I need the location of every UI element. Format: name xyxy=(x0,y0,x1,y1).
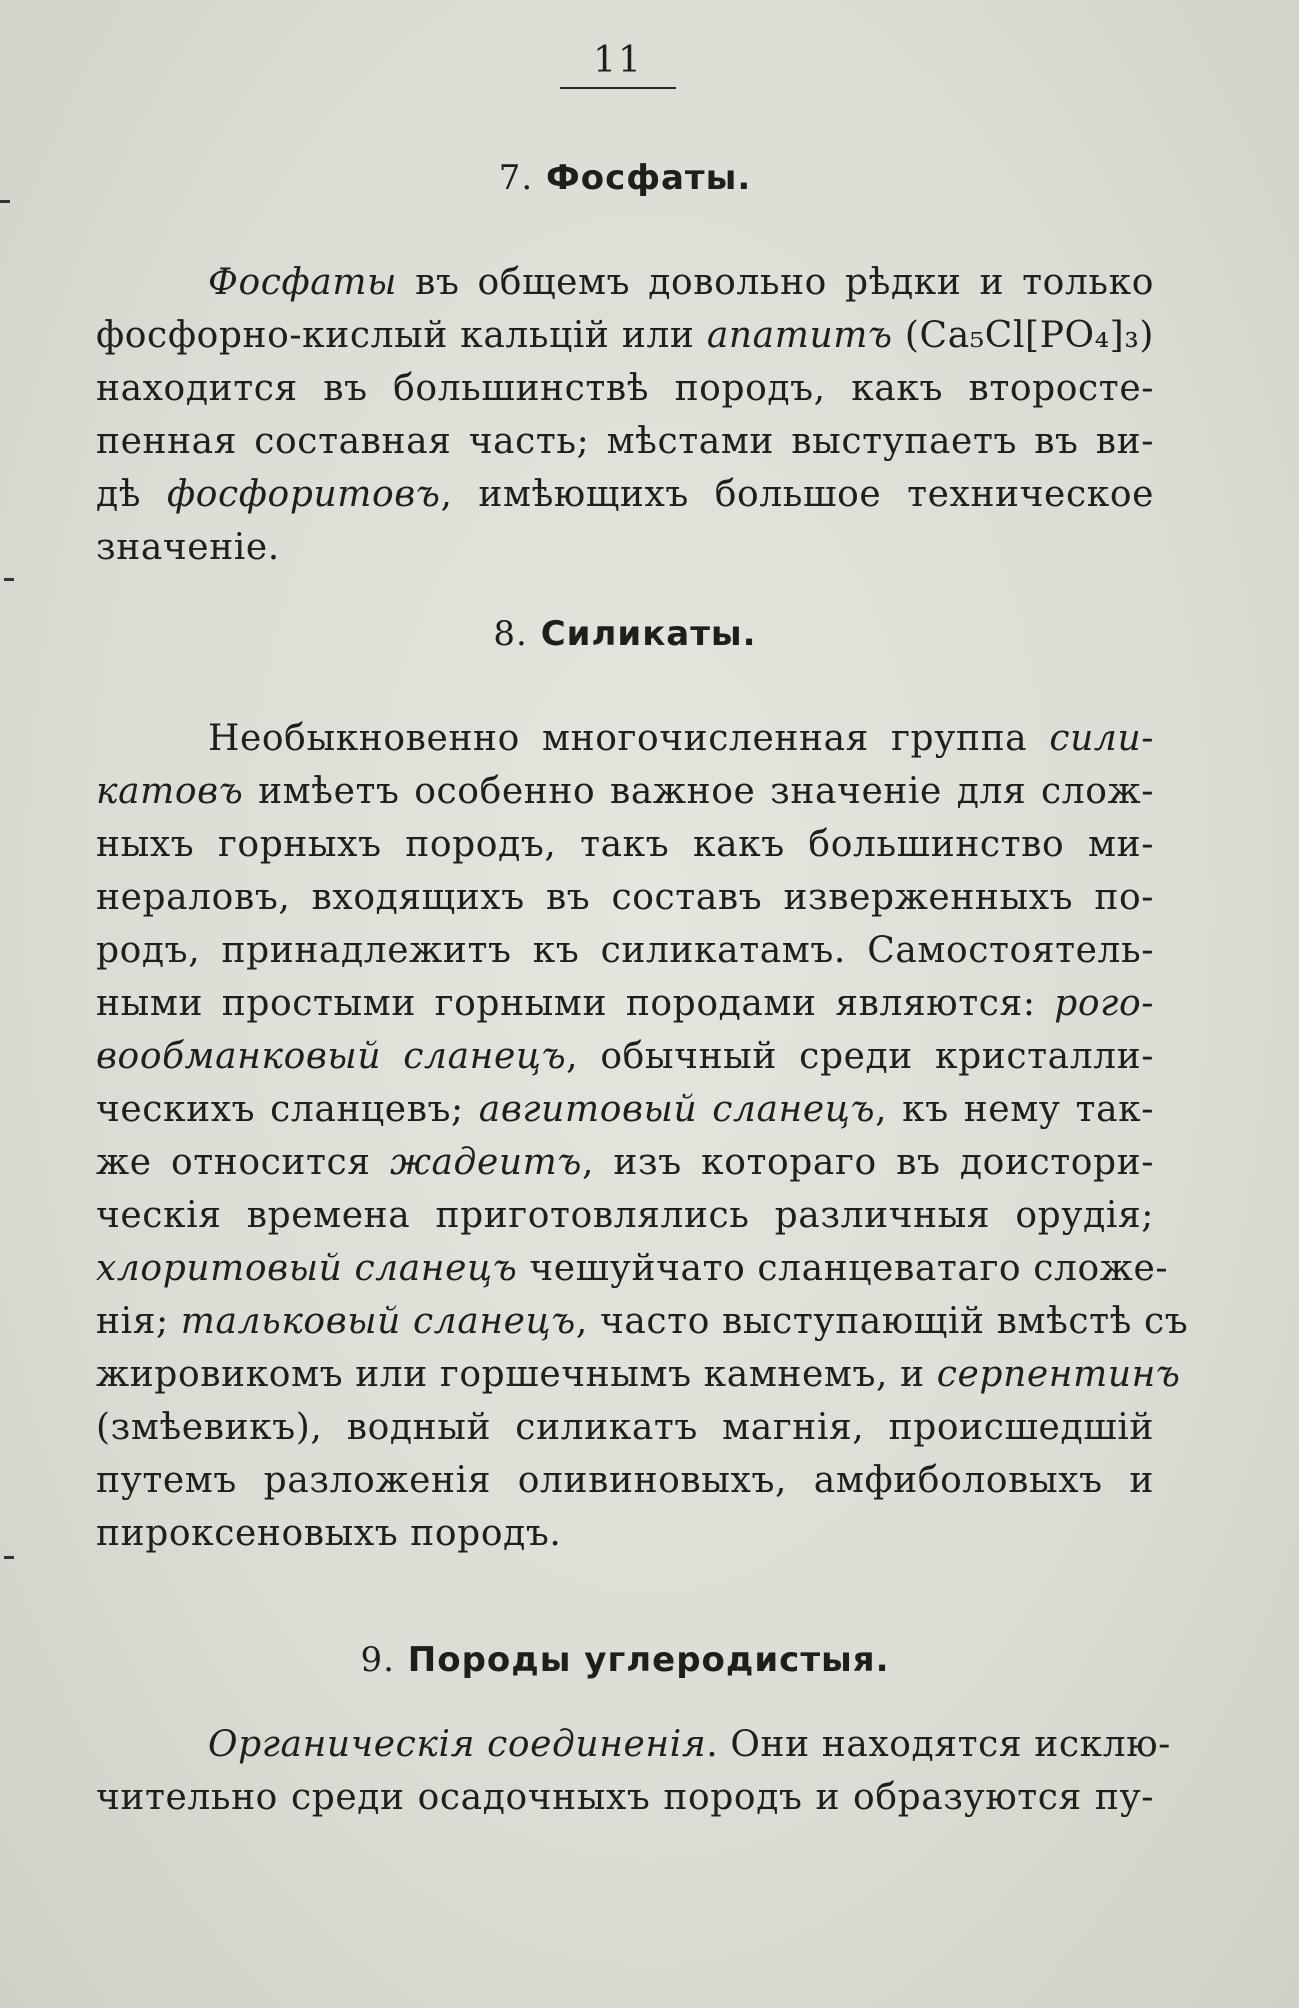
margin-mark xyxy=(4,1556,14,1559)
section-title: Силикаты. xyxy=(540,614,757,654)
text-line: ческихъ сланцевъ; авгитовый сланецъ, къ нему так- xyxy=(96,1089,1154,1130)
text-line: ческія времена приготовлялись различныя орудія; xyxy=(96,1195,1154,1236)
text-line: ными простыми горными породами являются: рого- xyxy=(96,983,1154,1024)
margin-mark xyxy=(4,578,14,581)
margin-mark xyxy=(0,200,10,203)
text-line: пироксеновыхъ породъ. xyxy=(96,1513,562,1554)
section-title: Породы углеродистыя. xyxy=(407,1640,890,1680)
section-number: 8. xyxy=(493,614,528,654)
section-heading-8 xyxy=(96,614,1154,654)
text-line: катовъ имѣетъ особенно важное значеніе для слож- xyxy=(96,771,1154,812)
text-line: ныхъ горныхъ породъ, такъ какъ большинство ми- xyxy=(96,824,1154,865)
text-line: фосфорно-кислый кальцій или апатитъ (Са₅Cl[PO₄]₃) xyxy=(96,315,1154,356)
text-line: Органическія соединенія. Они находятся исклю- xyxy=(208,1724,1171,1765)
paragraph-phosphates xyxy=(96,256,1154,574)
text-line: Фосфаты въ общемъ довольно рѣдки и только xyxy=(208,262,1154,303)
text-line: нераловъ, входящихъ въ составъ изверженныхъ по- xyxy=(96,877,1154,918)
page-number: 11 xyxy=(593,40,643,81)
section-number: 9. xyxy=(360,1640,395,1680)
paragraph-silicates xyxy=(96,712,1189,1560)
text-line: вообманковый сланецъ, обычный среди кристалли- xyxy=(96,1036,1154,1077)
page-number-block xyxy=(560,40,676,89)
section-heading-9 xyxy=(96,1640,1154,1680)
section-title: Фосфаты. xyxy=(546,158,752,198)
text-line: путемъ разложенія оливиновыхъ, амфиболовыхъ и xyxy=(96,1460,1154,1501)
page-number-rule xyxy=(560,87,676,89)
text-line: находится въ большинствѣ породъ, какъ второсте- xyxy=(96,368,1154,409)
text-line: (змѣевикъ), водный силикатъ магнія, происшедшій xyxy=(96,1407,1154,1448)
text-line: пенная составная часть; мѣстами выступаетъ въ ви- xyxy=(96,421,1154,462)
text-line: дѣ фосфоритовъ, имѣющихъ большое техническое xyxy=(96,474,1154,515)
paragraph-carbonaceous xyxy=(96,1718,1171,1824)
section-number: 7. xyxy=(498,158,534,198)
section-heading-7 xyxy=(96,158,1154,198)
text-line: нія; тальковый сланецъ, часто выступающій вмѣстѣ съ xyxy=(96,1301,1189,1342)
text-line: Необыкновенно многочисленная группа сили- xyxy=(208,718,1154,759)
text-line: чительно среди осадочныхъ породъ и образуются пу- xyxy=(96,1777,1154,1818)
text-line: хлоритовый сланецъ чешуйчато сланцеватаго сложе- xyxy=(96,1248,1169,1289)
text-line: значеніе. xyxy=(96,527,280,568)
text-line: жировикомъ или горшечнымъ камнемъ, и серпентинъ xyxy=(96,1354,1181,1395)
text-line: же относится жадеитъ, изъ котораго въ доистори- xyxy=(96,1142,1155,1183)
text-line: родъ, принадлежитъ къ силикатамъ. Самостоятель- xyxy=(96,930,1154,971)
